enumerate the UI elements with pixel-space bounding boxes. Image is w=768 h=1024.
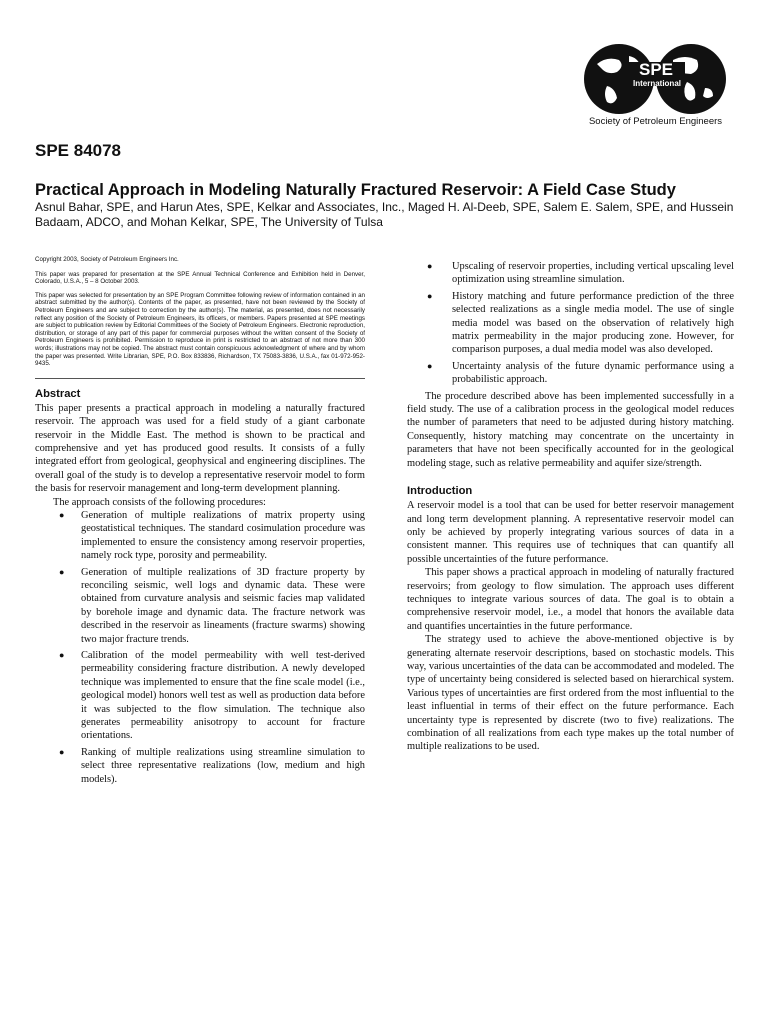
introduction-heading: Introduction [407,485,473,498]
bullet-icon: ● [427,360,433,371]
introduction-paragraph: This paper shows a practical approach in modeling of naturally fractured reservoirs; from geology to flow simulation. The approach uses different techniques to integrate various sources of data. The goal is to obtain a comprehensive reservoir model, i.e., a model that honors the available data and quantifies uncertainties in the future performance. [407,567,734,632]
logo-subtext: International [632,79,682,88]
procedure-list-continued [407,260,734,387]
list-item: ● History matching and future performance prediction of the three selected realizations as a single media model. The use of single media model was based on the observation of relatively high matrix permeability in the major producing zone. However, for comparison purposes, a dual media model was also developed. [427,290,734,356]
paper-number: SPE 84078 [35,141,122,160]
list-item: ● Ranking of multiple realizations using streamline simulation to select three representative realizations (low, medium and high models). [59,746,365,785]
bullet-icon: ● [427,261,433,271]
procedure-list [35,509,365,786]
author-list: Asnul Bahar, SPE, and Harun Ates, SPE, Kelkar and Associates, Inc., Maged H. Al-Deeb, SPE, Salem E. Salem, SPE, and Hussein Badaam, ADCO, and Mohan Kelkar, SPE, The University of Tulsa [35,200,734,229]
bullet-icon: ● [59,746,65,757]
paper-title: Practical Approach in Modeling Naturally Fractured Reservoir: A Field Case Study [35,181,676,199]
list-item: ● Upscaling of reservoir properties, including vertical upscaling level optimization using streamline simulation. [427,261,734,286]
copyright-line: Copyright 2003, Society of Petroleum Engineers Inc. [35,256,179,263]
conference-note: This paper was prepared for presentation at the SPE Annual Technical Conference and Exhibition held in Denver, Colorado, U.S.A., 5 – 8 October 2003. [35,270,365,286]
abstract-heading: Abstract [35,387,81,400]
left-column [35,256,365,789]
bullet-icon: ● [427,290,433,301]
copyright-notice [35,256,365,379]
abstract-paragraph: The approach consists of the following procedures: [53,496,266,508]
list-item: ● Generation of multiple realizations of matrix property using geostatistical techniques. The standard cosimulation procedure was implemented to ensure the consistency among reservoir properties, namely rock type, porosity and permeability. [59,509,365,562]
abstract-paragraph: The procedure described above has been implemented successfully in a field study. The use of a calibration process in the geological model reduces the number of parameters that need to be adjusted during history matching. Consequently, history matching may concentrate on the uncertainty in parameters that have not been specifically accounted for in the geological modeling stage, such as relative permeability and aquifer size/strength. [407,390,734,469]
logo-mark: SPE [638,60,674,79]
right-column [407,260,734,754]
globe-icon [577,42,734,116]
bullet-icon: ● [59,509,65,520]
introduction-paragraph: A reservoir model is a tool that can be used for better reservoir management and long term development planning. A representative reservoir model can only be achieved by properly integrating various sources of data in a consistent manner. This requires use of techniques that can quantify all possible uncertainties of the future performance. [407,500,734,565]
introduction-paragraph: The strategy used to achieve the above-mentioned objective is by generating alternate reservoir descriptions, based on stochastic models. This way, various uncertainties of the data can be accommodated and modeled. The type of uncertainty being considered is selected based on hierarchical system. Various types of uncertainties are first ordered from the most influential to the least influential in terms of their effect on the future performance. Each uncertainty type is represented by discrete (two to five) realizations. The combination of all realizations from each type makes up the total number of multiple realizations to be used. [407,634,734,753]
spe-logo [577,42,734,132]
bullet-icon: ● [59,566,65,577]
abstract-paragraph: This paper presents a practical approach in modeling a naturally fractured reservoir. The approach was used for a field study of a giant carbonate reservoir in the Middle East. The method is shown to be practical and comprehensive and yet has produced good results. It consists of a fully integrated effort from geological, geophysical and engineering disciplines. The overall goal of the study is to develop a representative reservoir model to form the basis for reservoir management and long-term development planning. [35,402,365,495]
list-item: ● Generation of multiple realizations of 3D fracture property by reconciling seismic, well logs and dynamic data. These were obtained from curvature analysis and seismic facies map validated by borehole image and dynamic data. The fracture network was described in the reservoir as lineaments (fracture swarms) showing two major fracture trends. [59,566,365,645]
bullet-icon: ● [59,650,65,661]
list-item: ● Calibration of the model permeability with well test-derived permeability considering fracture distribution. A newly developed technique was implemented to ensure that the fine scale model (i.e., geological model) honors well test as well as production data before it was subjected to the flow simulation. The technique also generates permeability anisotropy to account for fracture orientations. [59,650,365,742]
review-disclaimer: This paper was selected for presentation by an SPE Program Committee following review of information contained in an abstract submitted by the author(s). Contents of the paper, as presented, have not been reviewed by the Society of Petroleum Engineers and are subject to correction by the author(s). The material, as presented, does not necessarily reflect any position of the Society of Petroleum Engineers, its officers, or members. Papers presented at SPE meetings are subject to publication review by Editorial Committees of the Society of Petroleum Engineers. Electronic reproduction, distribution, or storage of any part of this paper for commercial purposes without the written consent of the Society of Petroleum Engineers is prohibited. Permission to reproduce in print is restricted to an abstract of not more than 300 words; illustrations may not be copied. The abstract must contain conspicuous acknowledgment of where and by whom the paper was presented. Write Librarian, SPE, P.O. Box 833836, Richardson, TX 75083-3836, U.S.A., fax 01-972-952-9435. [35,291,365,368]
logo-caption: Society of Petroleum Engineers [588,116,723,127]
list-item: ● Uncertainty analysis of the future dynamic performance using a probabilistic approach. [427,360,734,386]
